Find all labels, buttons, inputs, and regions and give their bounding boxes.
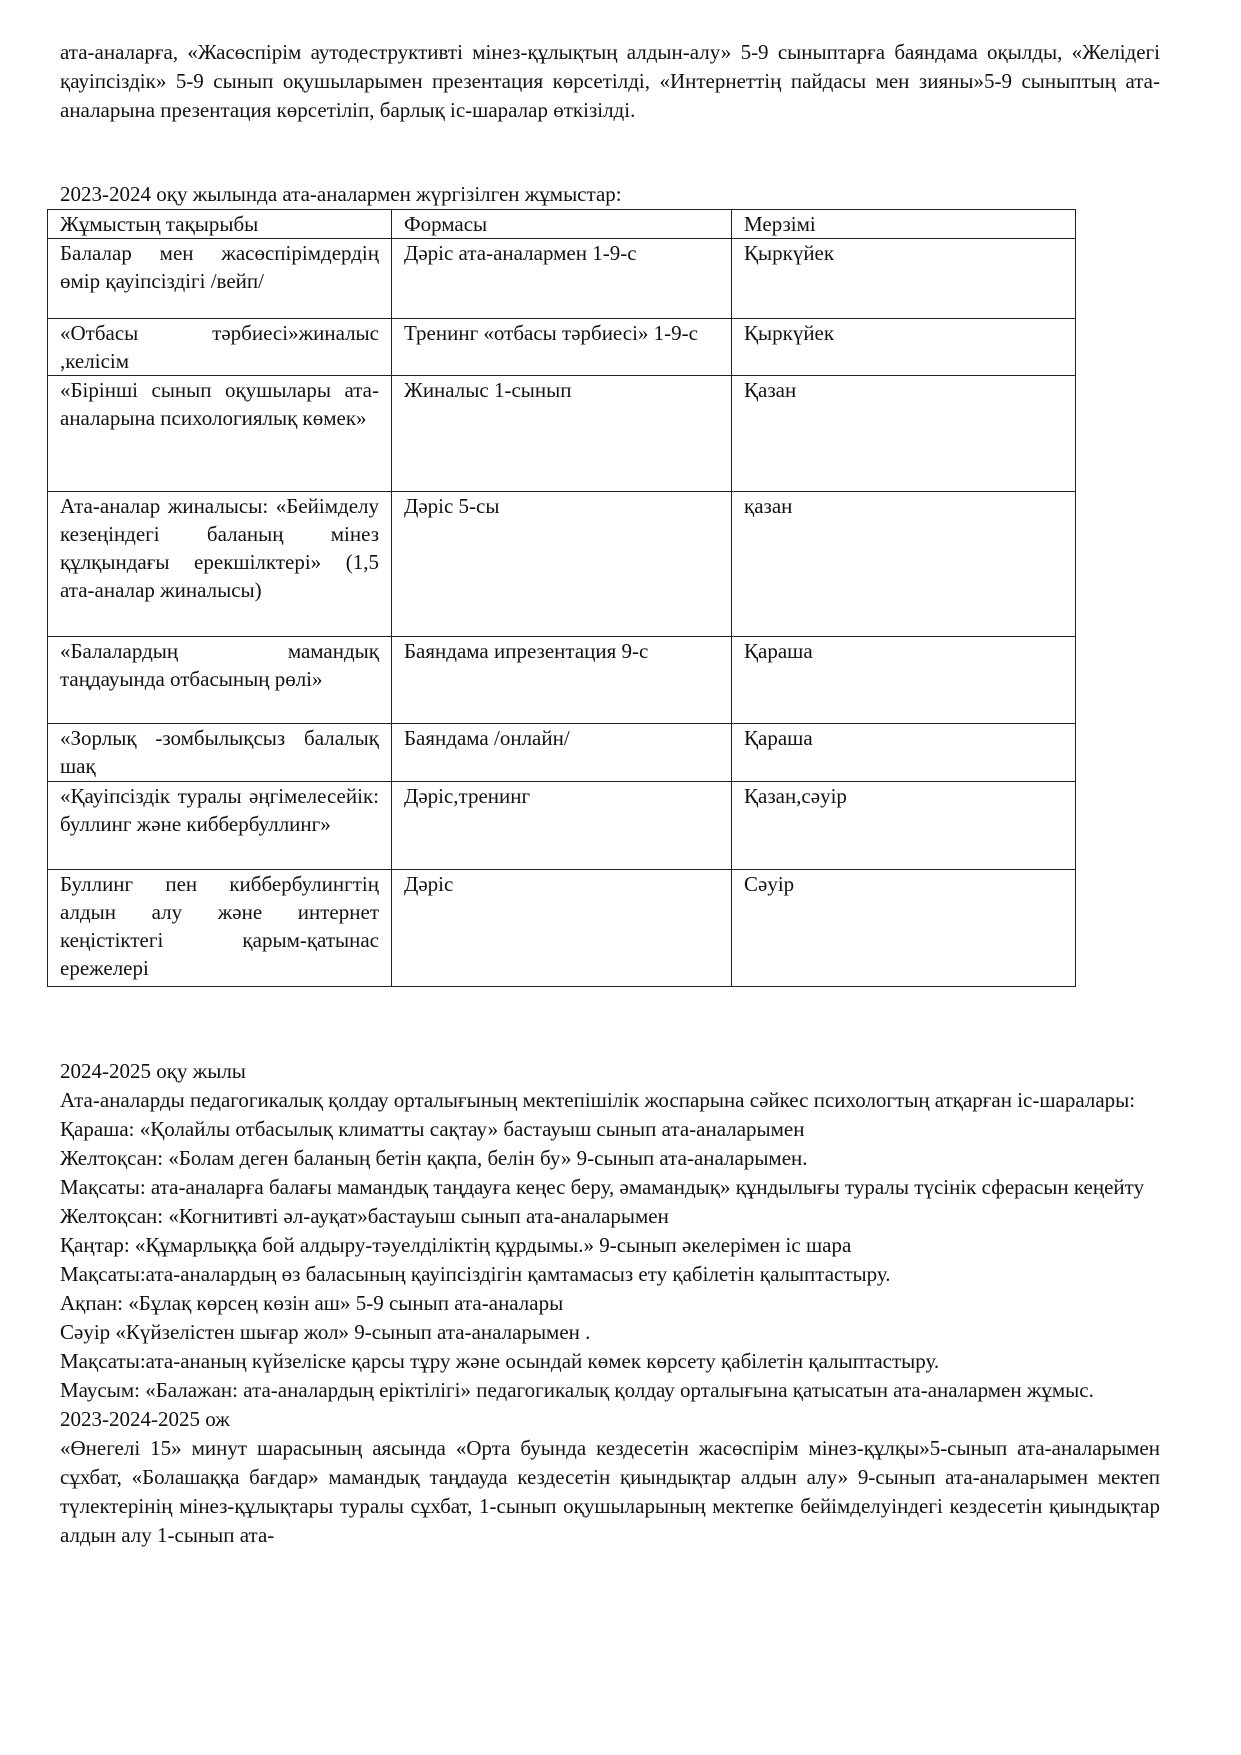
row-topic: Балалар мен жасөспірімдердің өмір қауіпсіздігі /вейп/: [48, 239, 392, 319]
row-term: Қазан,сәуір: [732, 782, 1076, 870]
table-title: 2023-2024 оқу жылында ата-аналармен жүргізілген жұмыстар:: [60, 182, 622, 206]
table-row: [48, 782, 1076, 870]
row-term: қазан: [732, 492, 1076, 637]
goal-line: Мақсаты:ата-ананың күйзеліске қарсы тұру және осындай көмек көрсету қабілетін қалыптастыру.: [60, 1349, 940, 1373]
row-topic: «Қауіпсіздік туралы әңгімелесейік: буллинг және киббербуллинг»: [48, 782, 392, 870]
header-form: Формасы: [392, 210, 732, 239]
summary-heading: 2023-2024-2025 ож: [60, 1407, 230, 1431]
header-term: Мерзімі: [732, 210, 1076, 239]
activity-line: Сәуір «Күйзелістен шығар жол» 9-сынып ата-аналарымен .: [60, 1320, 591, 1344]
table-header-row: [48, 210, 1076, 239]
activity-line: Маусым: «Балажан: ата-аналардың еріктілігі» педагогикалық қолдау орталығына қатысатын ата-аналармен жұмыс.: [60, 1378, 1094, 1402]
goal-line: Мақсаты: ата-аналарға балағы мамандық таңдауға кеңес беру, әмамандық» құндылығы туралы түсінік сферасын кеңейту: [60, 1175, 1145, 1199]
table-row: [48, 724, 1076, 782]
table-row: [48, 492, 1076, 637]
table-row: [48, 239, 1076, 319]
row-term: Қыркүйек: [732, 239, 1076, 319]
header-topic: Жұмыстың тақырыбы: [48, 210, 392, 239]
activity-line: Қараша: «Қолайлы отбасылық климатты сақтау» бастауыш сынып ата-аналарымен: [60, 1117, 805, 1141]
row-form: Дәріс ата-аналармен 1-9-с: [392, 239, 732, 319]
section-year-heading: 2024-2025 оқу жылы: [60, 1059, 246, 1083]
row-topic: «Отбасы тәрбиесі»жиналыс ,келісім: [48, 319, 392, 376]
table-row: [48, 376, 1076, 492]
row-form: Жиналыс 1-сынып: [392, 376, 732, 492]
activity-line: Қаңтар: «Құмарлыққа бой алдыру-тәуелділіктің құрдымы.» 9-сынып әкелерімен іс шара: [60, 1233, 852, 1257]
row-form: Баяндама ипрезентация 9-с: [392, 637, 732, 724]
row-form: Дәріс: [392, 870, 732, 987]
row-term: Сәуір: [732, 870, 1076, 987]
row-form: Тренинг «отбасы тәрбиесі» 1-9-с: [392, 319, 732, 376]
row-topic: Буллинг пен киббербулингтің алдын алу және интернет кеңістіктегі қарым-қатынас ережелері: [48, 870, 392, 987]
row-form: Дәріс,тренинг: [392, 782, 732, 870]
row-topic: «Зорлық -зомбылықсыз балалық шақ: [48, 724, 392, 782]
row-topic: «Балалардың мамандық таңдауында отбасының рөлі»: [48, 637, 392, 724]
goal-line: Мақсаты:ата-аналардың өз баласының қауіпсіздігін қамтамасыз ету қабілетін қалыптастыру.: [60, 1262, 891, 1286]
summary-paragraph: «Өнегелі 15» минут шарасының аясында «Орта буында кездесетін жасөспірім мінез-құлқы»5-сынып ата-аналарымен сұхбат, «Болашаққа бағдар» мамандық таңдауда кездесетін қиындықтар алдын алу» 9-сынып ата-аналарымен мектеп түлектерінің мінез-құлықтары туралы сұхбат, 1-сынып оқушыларының мектепке бейімделуіндегі кездесетін қиындықтар алдын алу 1-сынып ата-: [60, 1436, 1160, 1547]
activity-line: Желтоқсан: «Болам деген баланың бетін қақпа, белін бу» 9-сынып ата-аналарымен.: [60, 1146, 808, 1170]
intro-paragraph: ата-аналарға, «Жасөспірім аутодеструктивті мінез-құлықтың алдын-алу» 5-9 сыныптарға баяндама оқылды, «Желідегі қауіпсіздік» 5-9 сынып оқушыларымен презентация көрсетілді, «Интернеттің пайдасы мен зияны»5-9 сыныптың ата-аналарына презентация көрсетіліп, барлық іс-шаралар өткізілді.: [60, 40, 1160, 122]
row-term: Қазан: [732, 376, 1076, 492]
section-intro: Ата-аналарды педагогикалық қолдау орталығының мектепішілік жоспарына сәйкес психологтың атқарған іс-шаралары:: [60, 1088, 1136, 1112]
row-topic: Ата-аналар жиналысы: «Бейімделу кезеңіндегі баланың мінез құлқындағы ерекшілктері» (1,5 ата-аналар жиналысы): [48, 492, 392, 637]
table-row: [48, 870, 1076, 987]
row-form: Баяндама /онлайн/: [392, 724, 732, 782]
activity-line: Ақпан: «Бұлақ көрсең көзін аш» 5-9 сынып ата-аналары: [60, 1291, 564, 1315]
table-row: [48, 637, 1076, 724]
activity-line: Желтоқсан: «Когнитивті әл-ауқат»бастауыш сынып ата-аналарымен: [60, 1204, 669, 1228]
row-topic: «Бірінші сынып оқушылары ата-аналарына психологиялық көмек»: [48, 376, 392, 492]
parents-work-table: [47, 209, 1076, 987]
row-term: Қыркүйек: [732, 319, 1076, 376]
section-2024-2025: [60, 1057, 1160, 1550]
row-term: Қараша: [732, 637, 1076, 724]
row-form: Дәріс 5-сы: [392, 492, 732, 637]
table-row: [48, 319, 1076, 376]
row-term: Қараша: [732, 724, 1076, 782]
